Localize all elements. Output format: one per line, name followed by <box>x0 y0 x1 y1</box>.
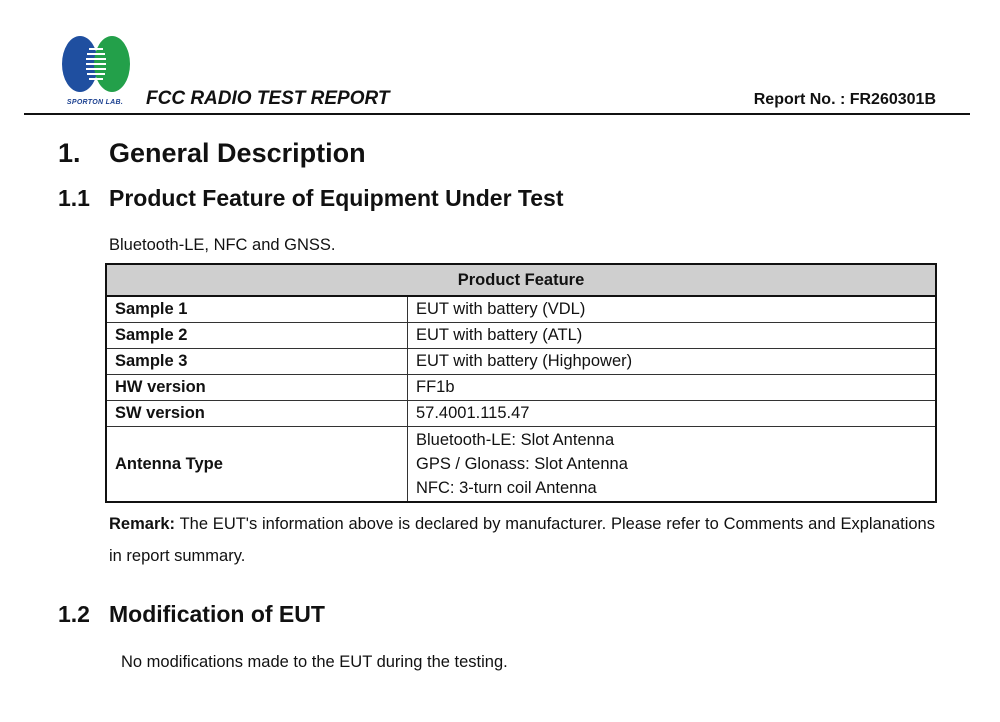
modification-text: No modifications made to the EUT during the testing. <box>121 653 508 671</box>
section-number: 1.1 <box>58 185 90 211</box>
table-row <box>106 323 936 349</box>
section-title: Modification of EUT <box>109 601 325 627</box>
row-value: EUT with battery (ATL) <box>408 323 937 349</box>
row-label: Sample 3 <box>106 349 408 375</box>
section-1-2-heading <box>58 601 325 628</box>
row-label: Sample 2 <box>106 323 408 349</box>
report-number: Report No. : FR260301B <box>753 91 936 108</box>
antenna-line: NFC: 3-turn coil Antenna <box>416 479 597 497</box>
report-title: FCC RADIO TEST REPORT <box>146 88 390 109</box>
table-row <box>106 375 936 401</box>
table-row <box>106 349 936 375</box>
remark-text: The EUT's information above is declared by manufacturer. Please refer to Comments and Explanations in report summary. <box>109 515 935 565</box>
antenna-line: GPS / Glonass: Slot Antenna <box>416 455 628 473</box>
header-divider <box>24 113 970 115</box>
section-title: General Description <box>109 138 366 168</box>
row-label: SW version <box>106 401 408 427</box>
row-value: EUT with battery (VDL) <box>408 296 937 323</box>
table-row <box>106 401 936 427</box>
intro-text: Bluetooth-LE, NFC and GNSS. <box>109 236 336 254</box>
row-value: FF1b <box>408 375 937 401</box>
section-1-heading <box>58 138 366 169</box>
row-label: Sample 1 <box>106 296 408 323</box>
section-1-1-heading <box>58 185 564 212</box>
table-row <box>106 427 936 503</box>
row-value <box>408 427 937 503</box>
section-title: Product Feature of Equipment Under Test <box>109 185 564 211</box>
table-header: Product Feature <box>106 264 936 296</box>
row-label: Antenna Type <box>106 427 408 503</box>
section-number: 1.2 <box>58 601 90 627</box>
remark-label: Remark: <box>109 515 176 533</box>
row-value: EUT with battery (Highpower) <box>408 349 937 375</box>
product-feature-table <box>105 263 937 503</box>
row-label: HW version <box>106 375 408 401</box>
section-number: 1. <box>58 138 81 168</box>
row-value: 57.4001.115.47 <box>408 401 937 427</box>
table-row <box>106 296 936 323</box>
logo-text: SPORTON LAB. <box>66 99 124 106</box>
antenna-line: Bluetooth-LE: Slot Antenna <box>416 431 615 449</box>
remark-paragraph <box>109 508 935 572</box>
